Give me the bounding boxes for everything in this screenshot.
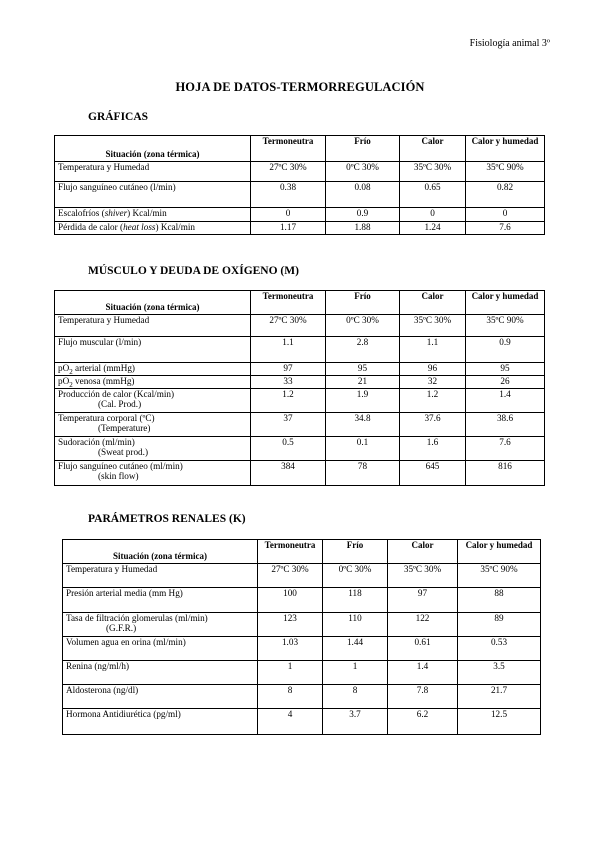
cell-value: 27ºC 30%	[258, 564, 323, 588]
row-label: Hormona Antidiurética (pg/ml)	[63, 709, 258, 735]
cell-value: 1.9	[326, 389, 400, 413]
row-label: Pérdida de calor (heat loss) Kcal/min	[55, 222, 251, 235]
cell-value: 8	[258, 685, 323, 709]
page-header: Fisiología animal 3º	[469, 38, 550, 49]
row-label: Aldosterona (ng/dl)	[63, 685, 258, 709]
column-header-termoneutra: Termoneutra	[251, 136, 326, 162]
row-label: $pO_2$ arterial (mmHg)	[55, 363, 251, 376]
column-header-calor-humedad: Calor y humedad	[458, 540, 541, 564]
cell-value: 35ºC 90%	[466, 162, 545, 182]
cell-value: 0ºC 30%	[326, 315, 400, 337]
cell-value: 78	[326, 461, 400, 486]
table-row	[63, 637, 541, 661]
cell-value: 2.8	[326, 337, 400, 363]
table-row	[55, 363, 545, 376]
cell-value: 118	[323, 588, 388, 613]
cell-value: 12.5	[458, 709, 541, 735]
row-label: Presión arterial media (mm Hg)	[63, 588, 258, 613]
cell-value: 27ºC 30%	[251, 162, 326, 182]
row-label: Flujo sanguíneo cutáneo (l/min)	[55, 182, 251, 208]
column-header-frio: Frío	[323, 540, 388, 564]
row-label: Escalofríos (shiver) Kcal/min	[55, 208, 251, 222]
table-renales	[62, 539, 541, 735]
column-header-situacion: Situación (zona térmica)	[63, 540, 258, 564]
row-label: Temperatura y Humedad	[55, 162, 251, 182]
cell-value: 1.6	[400, 437, 466, 461]
table-row	[55, 437, 545, 461]
cell-value: 89	[458, 613, 541, 637]
cell-value: 7.6	[466, 222, 545, 235]
cell-value: 95	[466, 363, 545, 376]
section-heading-musculo: MÚSCULO Y DEUDA DE OXÍGENO (M)	[88, 265, 299, 277]
table-row	[63, 588, 541, 613]
column-header-calor-humedad: Calor y humedad	[466, 136, 545, 162]
cell-value: 35ºC 90%	[466, 315, 545, 337]
row-label: Producción de calor (Kcal/min) (Cal. Prod.)	[55, 389, 251, 413]
cell-value: 1.17	[251, 222, 326, 235]
cell-value: 384	[251, 461, 326, 486]
table-row	[55, 413, 545, 437]
cell-value: 21	[326, 376, 400, 389]
table-header-row	[55, 136, 545, 162]
cell-value: 95	[326, 363, 400, 376]
cell-value: 1.44	[323, 637, 388, 661]
table-row	[55, 182, 545, 208]
table-header-row	[55, 291, 545, 315]
cell-value: 0ºC 30%	[323, 564, 388, 588]
cell-value: 0	[251, 208, 326, 222]
table-row	[55, 222, 545, 235]
table-graficas	[54, 135, 545, 235]
cell-value: 37.6	[400, 413, 466, 437]
cell-value: 0.9	[466, 337, 545, 363]
document-title: HOJA DE DATOS-TERMORREGULACIÓN	[175, 80, 425, 94]
column-header-frio: Frío	[326, 136, 400, 162]
table-row	[63, 661, 541, 685]
cell-value: 26	[466, 376, 545, 389]
cell-value: 1.1	[400, 337, 466, 363]
cell-value: 0.53	[458, 637, 541, 661]
cell-value: 1.4	[466, 389, 545, 413]
cell-value: 123	[258, 613, 323, 637]
cell-value: 32	[400, 376, 466, 389]
table-row	[63, 709, 541, 735]
cell-value: 96	[400, 363, 466, 376]
cell-value: 97	[251, 363, 326, 376]
row-label: Tasa de filtración glomerulas (ml/min) (G.F.R.)	[63, 613, 258, 637]
cell-value: 0.38	[251, 182, 326, 208]
cell-value: 4	[258, 709, 323, 735]
cell-value: 7.8	[388, 685, 458, 709]
column-header-calor: Calor	[400, 291, 466, 315]
cell-value: 0.9	[326, 208, 400, 222]
cell-value: 88	[458, 588, 541, 613]
cell-value: 0.82	[466, 182, 545, 208]
cell-value: 1	[323, 661, 388, 685]
cell-value: 38.6	[466, 413, 545, 437]
section-heading-graficas: GRÁFICAS	[88, 111, 149, 123]
cell-value: 1.24	[400, 222, 466, 235]
row-label: Volumen agua en orina (ml/min)	[63, 637, 258, 661]
table-row	[63, 613, 541, 637]
cell-value: 0	[466, 208, 545, 222]
column-header-termoneutra: Termoneutra	[251, 291, 326, 315]
cell-value: 35ºC 90%	[458, 564, 541, 588]
row-label: Temperatura y Humedad	[55, 315, 251, 337]
cell-value: 97	[388, 588, 458, 613]
cell-value: 0ºC 30%	[326, 162, 400, 182]
cell-value: 37	[251, 413, 326, 437]
section-heading-renales: PARÁMETROS RENALES (K)	[88, 513, 246, 525]
cell-value: 0.08	[326, 182, 400, 208]
cell-value: 3.7	[323, 709, 388, 735]
cell-value: 0.61	[388, 637, 458, 661]
table-row	[55, 389, 545, 413]
cell-value: 21.7	[458, 685, 541, 709]
cell-value: 33	[251, 376, 326, 389]
column-header-calor-humedad: Calor y humedad	[466, 291, 545, 315]
cell-value: 7.6	[466, 437, 545, 461]
cell-value: 35ºC 30%	[400, 315, 466, 337]
column-header-calor: Calor	[388, 540, 458, 564]
cell-value: 3.5	[458, 661, 541, 685]
cell-value: 645	[400, 461, 466, 486]
row-label: Renina (ng/ml/h)	[63, 661, 258, 685]
cell-value: 100	[258, 588, 323, 613]
cell-value: 1.1	[251, 337, 326, 363]
cell-value: 1.2	[251, 389, 326, 413]
cell-value: 0	[400, 208, 466, 222]
column-header-calor: Calor	[400, 136, 466, 162]
table-row	[55, 461, 545, 486]
cell-value: 35ºC 30%	[400, 162, 466, 182]
cell-value: 6.2	[388, 709, 458, 735]
table-row	[55, 315, 545, 337]
cell-value: 8	[323, 685, 388, 709]
cell-value: 34.8	[326, 413, 400, 437]
column-header-situacion: Situación (zona térmica)	[55, 291, 251, 315]
column-header-situacion: Situación (zona térmica)	[55, 136, 251, 162]
cell-value: 1.4	[388, 661, 458, 685]
cell-value: 1.88	[326, 222, 400, 235]
cell-value: 0.65	[400, 182, 466, 208]
table-row	[55, 337, 545, 363]
cell-value: 110	[323, 613, 388, 637]
cell-value: 1.03	[258, 637, 323, 661]
table-row	[55, 208, 545, 222]
cell-value: 1	[258, 661, 323, 685]
table-musculo	[54, 290, 545, 486]
row-label: Temperatura corporal (ºC) (Temperature)	[55, 413, 251, 437]
cell-value: 1.2	[400, 389, 466, 413]
row-label: Temperatura y Humedad	[63, 564, 258, 588]
table-header-row	[63, 540, 541, 564]
cell-value: 0.5	[251, 437, 326, 461]
column-header-termoneutra: Termoneutra	[258, 540, 323, 564]
column-header-frio: Frío	[326, 291, 400, 315]
cell-value: 0.1	[326, 437, 400, 461]
row-label: Flujo muscular (l/min)	[55, 337, 251, 363]
cell-value: 27ºC 30%	[251, 315, 326, 337]
table-row	[55, 376, 545, 389]
table-row	[63, 685, 541, 709]
table-row	[63, 564, 541, 588]
cell-value: 122	[388, 613, 458, 637]
row-label: Sudoración (ml/min) (Sweat prod.)	[55, 437, 251, 461]
cell-value: 816	[466, 461, 545, 486]
cell-value: 35ºC 30%	[388, 564, 458, 588]
row-label: $pO_2$ venosa (mmHg)	[55, 376, 251, 389]
table-row	[55, 162, 545, 182]
row-label: Flujo sanguíneo cutáneo (ml/min) (skin flow)	[55, 461, 251, 486]
